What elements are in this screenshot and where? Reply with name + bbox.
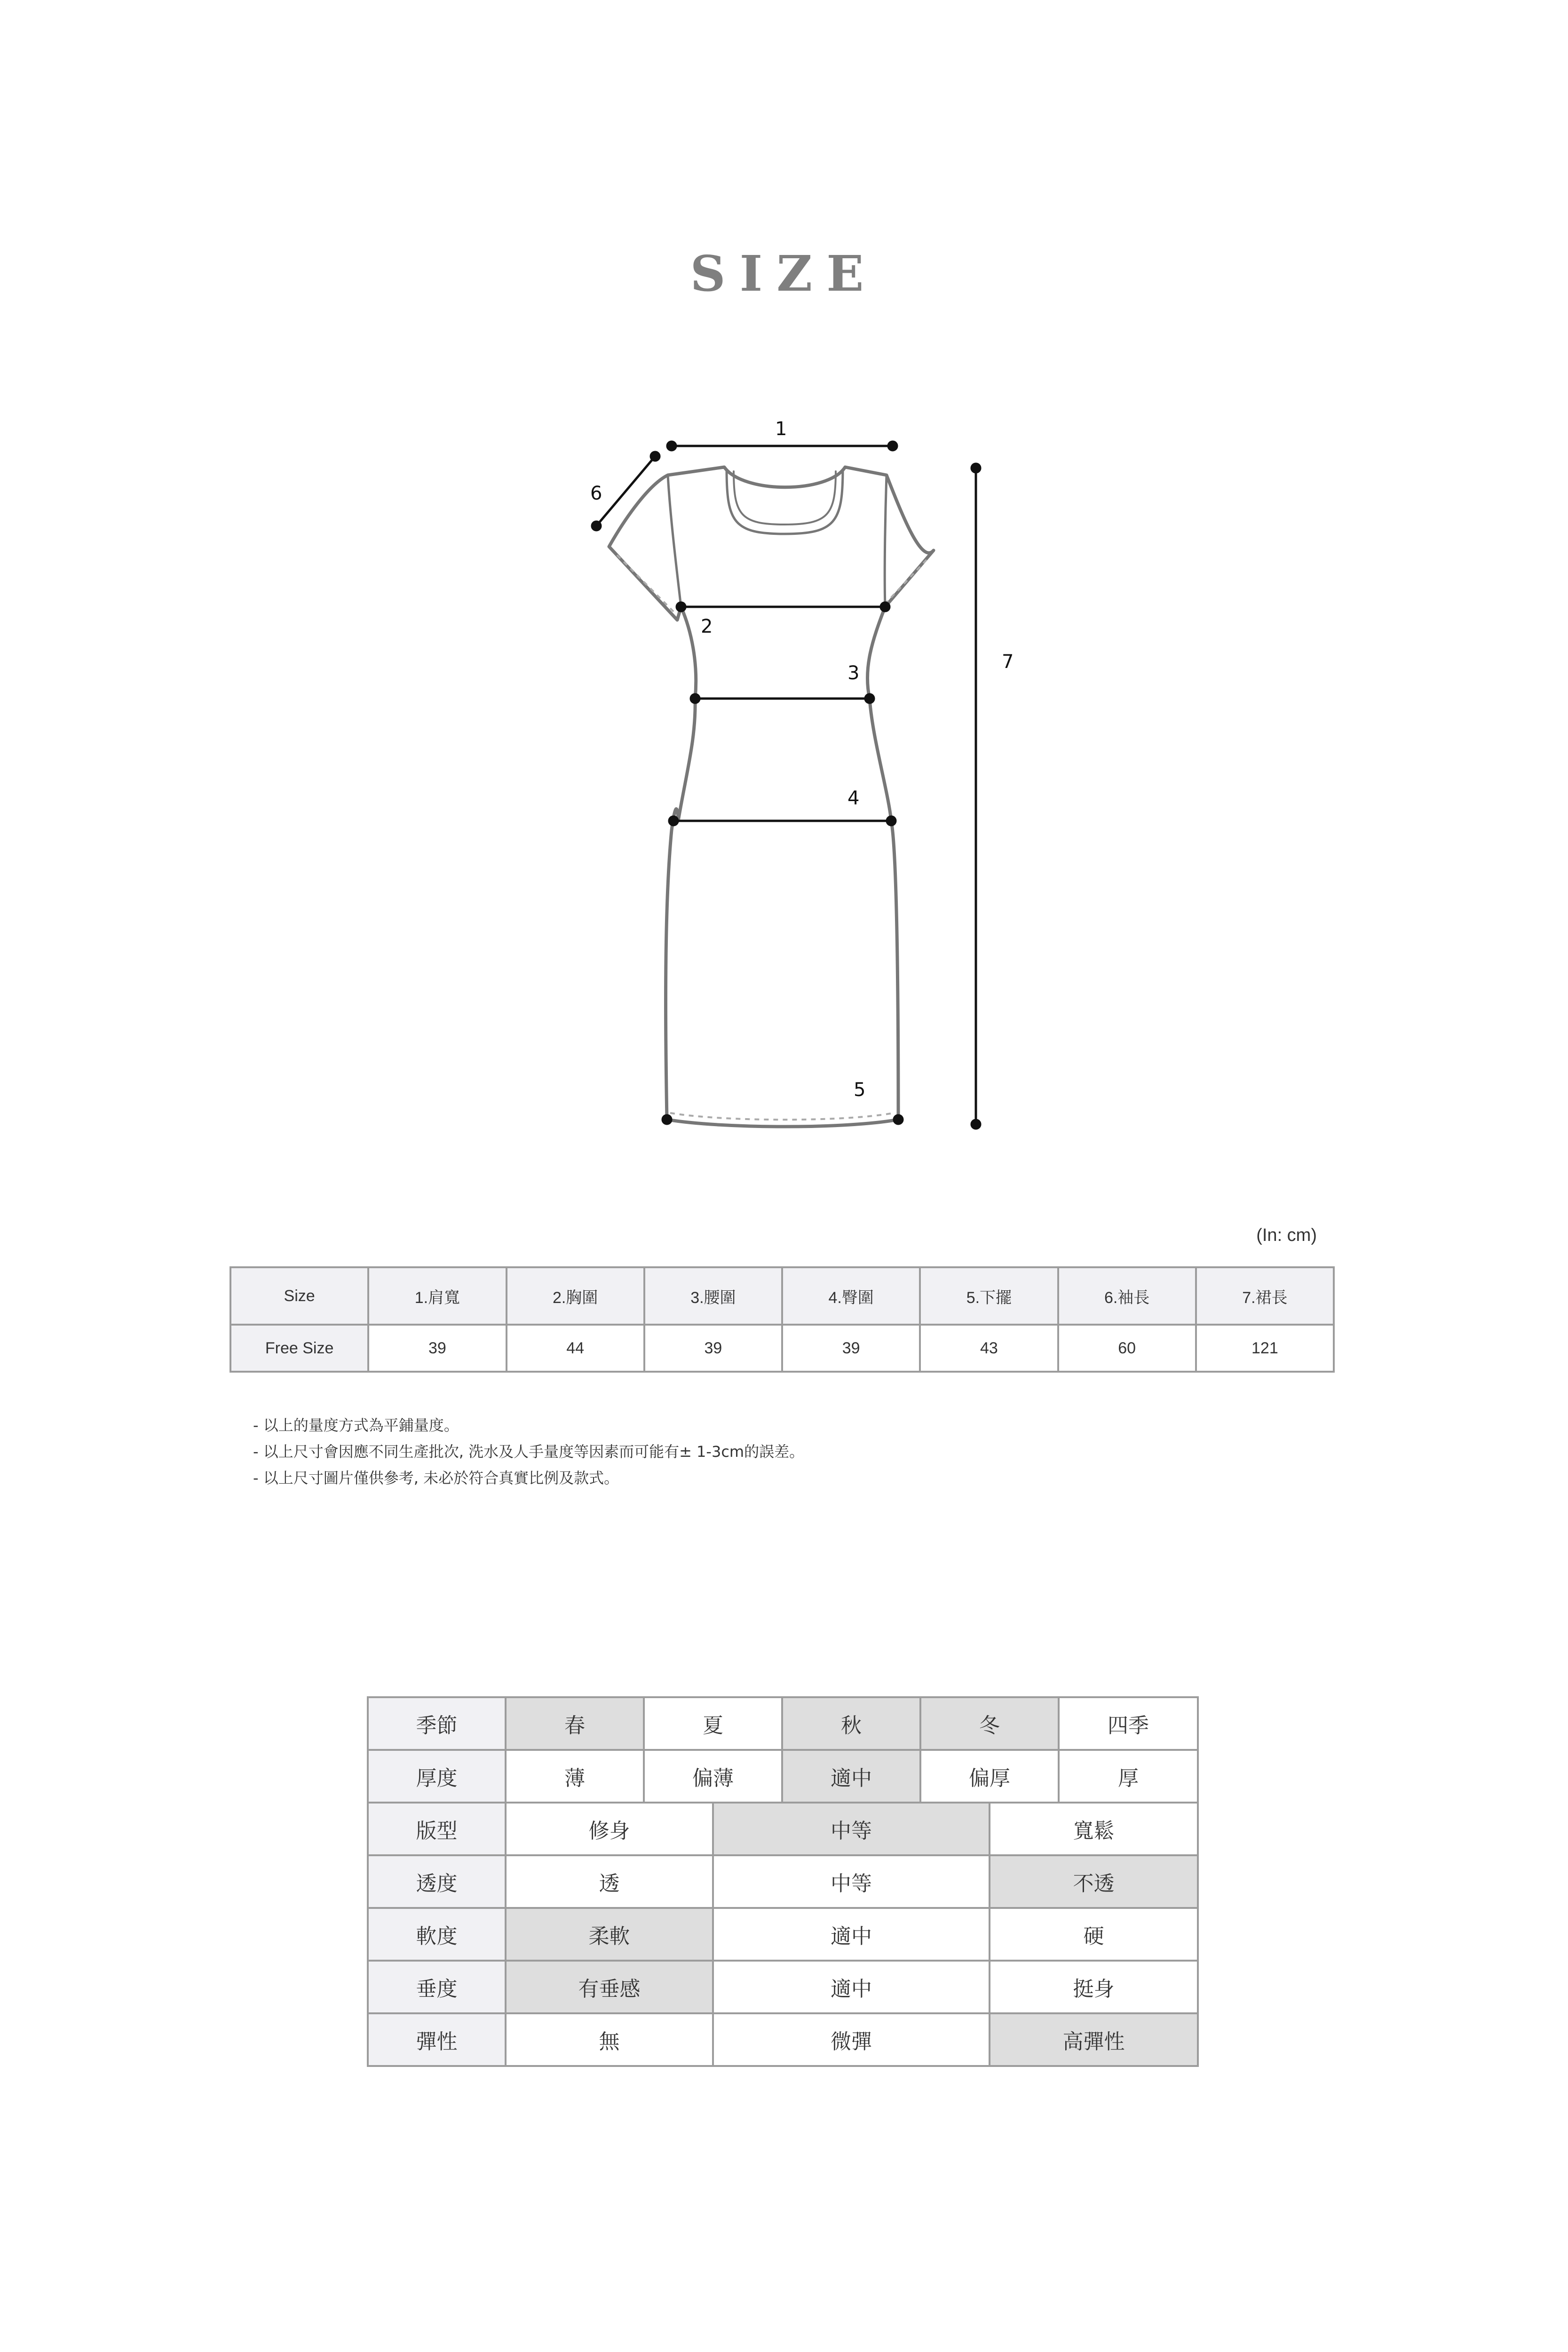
row-label: 垂度 bbox=[368, 1961, 506, 2013]
fabric-row-sheerness bbox=[368, 1855, 1198, 1908]
hip-value: 39 bbox=[782, 1325, 920, 1372]
size-header: Size bbox=[230, 1267, 368, 1325]
fabric-row-thickness bbox=[368, 1750, 1198, 1803]
fabric-properties-table bbox=[367, 1696, 1199, 2067]
option-cell: 中等 bbox=[713, 1855, 990, 1908]
row-label: 軟度 bbox=[368, 1908, 506, 1961]
page-title: SIZE bbox=[690, 245, 878, 302]
length-value: 121 bbox=[1196, 1325, 1334, 1372]
option-cell: 柔軟 bbox=[506, 1908, 713, 1961]
option-cell: 硬 bbox=[990, 1908, 1198, 1961]
row-label: 透度 bbox=[368, 1855, 506, 1908]
label-3: 3 bbox=[847, 662, 860, 684]
option-cell: 薄 bbox=[506, 1750, 644, 1803]
row-label: 季節 bbox=[368, 1697, 506, 1750]
option-cell: 春 bbox=[506, 1697, 644, 1750]
option-cell: 四季 bbox=[1059, 1697, 1198, 1750]
option-cell: 冬 bbox=[920, 1697, 1059, 1750]
size-table bbox=[230, 1266, 1335, 1373]
option-cell: 適中 bbox=[713, 1961, 990, 2013]
length-header: 7.裙長 bbox=[1196, 1267, 1334, 1325]
fabric-row-drape bbox=[368, 1961, 1198, 2013]
unit-note: (In: cm) bbox=[1256, 1225, 1317, 1245]
note-line: - 以上的量度方式為平鋪量度。 bbox=[253, 1416, 459, 1434]
fabric-row-fit bbox=[368, 1803, 1198, 1855]
row-label: 版型 bbox=[368, 1803, 506, 1855]
waist-header: 3.腰圍 bbox=[644, 1267, 782, 1325]
option-cell: 偏厚 bbox=[920, 1750, 1059, 1803]
hem-value: 43 bbox=[920, 1325, 1058, 1372]
option-cell: 適中 bbox=[782, 1750, 920, 1803]
sleeve-seam-right bbox=[885, 475, 887, 607]
shoulder-value: 39 bbox=[368, 1325, 506, 1372]
option-cell: 修身 bbox=[506, 1803, 713, 1855]
label-1: 1 bbox=[775, 418, 787, 440]
sleeve-header: 6.袖長 bbox=[1058, 1267, 1196, 1325]
label-6: 6 bbox=[590, 483, 602, 504]
notes bbox=[253, 1412, 804, 1491]
chest-header: 2.胸圍 bbox=[507, 1267, 644, 1325]
label-7: 7 bbox=[1002, 651, 1014, 673]
row-label: 厚度 bbox=[368, 1750, 506, 1803]
size-table-header bbox=[230, 1267, 1334, 1325]
label-5: 5 bbox=[854, 1079, 866, 1101]
hip-header: 4.臀圍 bbox=[782, 1267, 920, 1325]
table-row bbox=[230, 1325, 1334, 1372]
note-line: - 以上尺寸圖片僅供參考, 未必於符合真實比例及款式。 bbox=[253, 1469, 619, 1487]
option-cell: 不透 bbox=[990, 1855, 1198, 1908]
fabric-row-elasticity bbox=[368, 2013, 1198, 2066]
size-row-label: Free Size bbox=[230, 1325, 368, 1372]
option-cell: 中等 bbox=[713, 1803, 990, 1855]
option-cell: 秋 bbox=[782, 1697, 920, 1750]
option-cell: 厚 bbox=[1059, 1750, 1198, 1803]
waist-value: 39 bbox=[644, 1325, 782, 1372]
option-cell: 微彈 bbox=[713, 2013, 990, 2066]
shoulder-header: 1.肩寬 bbox=[368, 1267, 506, 1325]
option-cell: 寬鬆 bbox=[990, 1803, 1198, 1855]
fabric-row-season bbox=[368, 1697, 1198, 1750]
label-2: 2 bbox=[701, 616, 713, 637]
sleeve-value: 60 bbox=[1058, 1325, 1196, 1372]
option-cell: 挺身 bbox=[990, 1961, 1198, 2013]
option-cell: 夏 bbox=[644, 1697, 782, 1750]
option-cell: 有垂感 bbox=[506, 1961, 713, 2013]
label-4: 4 bbox=[847, 787, 860, 809]
option-cell: 偏薄 bbox=[644, 1750, 782, 1803]
hem-header: 5.下擺 bbox=[920, 1267, 1058, 1325]
chest-value: 44 bbox=[507, 1325, 644, 1372]
option-cell: 無 bbox=[506, 2013, 713, 2066]
option-cell: 透 bbox=[506, 1855, 713, 1908]
sleeve-seam-left bbox=[668, 475, 681, 607]
row-label: 彈性 bbox=[368, 2013, 506, 2066]
option-cell: 高彈性 bbox=[990, 2013, 1198, 2066]
option-cell: 適中 bbox=[713, 1908, 990, 1961]
note-line: - 以上尺寸會因應不同生產批次, 洗水及人手量度等因素而可能有± 1-3cm的誤差。 bbox=[253, 1443, 805, 1461]
neckline-trim-inner bbox=[734, 471, 836, 524]
fabric-row-softness bbox=[368, 1908, 1198, 1961]
